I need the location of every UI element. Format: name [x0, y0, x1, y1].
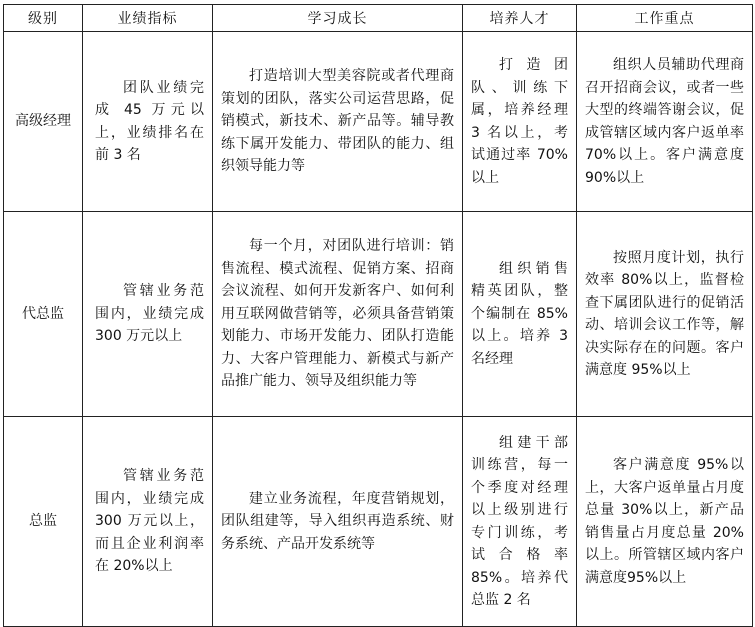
header-level: 级别: [4, 5, 83, 32]
row-kpi: 管辖业务范围内，业绩完成 300 万元以上，而且企业利润率在 20%以上: [83, 417, 213, 627]
row-level: 总监: [4, 417, 83, 627]
row-talent: 组建干部训练营，每一个季度对经理以上级别进行专门训练，考试合格率 85%。培养代总监 2 名: [463, 417, 577, 627]
header-kpi: 业绩指标: [83, 5, 213, 32]
table-header-row: [4, 5, 753, 32]
row-level: 代总监: [4, 212, 83, 417]
table-row: [4, 417, 753, 627]
header-growth: 学习成长: [213, 5, 463, 32]
header-talent: 培养人才: [463, 5, 577, 32]
row-growth: 打造培训大型美容院或者代理商策划的团队，落实公司运营思路，促销模式，新技术、新产品等。辅导教练下属开发能力、带团队的能力、组织领导能力等: [213, 32, 463, 212]
row-talent: 打造团队、训练下属，培养经理 3 名以上，考试通过率 70%以上: [463, 32, 577, 212]
header-focus: 工作重点: [577, 5, 753, 32]
row-focus: 客户满意度 95%以上，大客户返单量占月度总量 30%以上，新产品销售量占月度总量 20%以上。所管辖区域内客户满意度95%以上: [577, 417, 753, 627]
row-kpi: 管辖业务范围内，业绩完成 300 万元以上: [83, 212, 213, 417]
row-talent: 组织销售精英团队，整个编制在 85%以上。培养 3 名经理: [463, 212, 577, 417]
row-kpi: 团队业绩完成 45 万元以上，业绩排名在前 3 名: [83, 32, 213, 212]
table-row: [4, 32, 753, 212]
row-growth: 每一个月，对团队进行培训：销售流程、模式流程、促销方案、招商会议流程、如何开发新客户、如何利用互联网做营销等，必须具备营销策划能力、市场开发能力、团队打造能力、大客户管理能力、新模式与新产品推广能力、领导及组织能力等: [213, 212, 463, 417]
row-focus: 组织人员辅助代理商召开招商会议，或者一些大型的终端答谢会议，促成管辖区域内客户返单率 70%以上。客户满意度90%以上: [577, 32, 753, 212]
row-focus: 按照月度计划，执行效率 80%以上，监督检查下属团队进行的促销活动、培训会议工作等，解决实际存在的问题。客户满意度 95%以上: [577, 212, 753, 417]
management-level-table: [3, 4, 753, 627]
row-growth: 建立业务流程，年度营销规划，团队组建等，导入组织再造系统、财务系统、产品开发系统等: [213, 417, 463, 627]
row-level: 高级经理: [4, 32, 83, 212]
table-row: [4, 212, 753, 417]
